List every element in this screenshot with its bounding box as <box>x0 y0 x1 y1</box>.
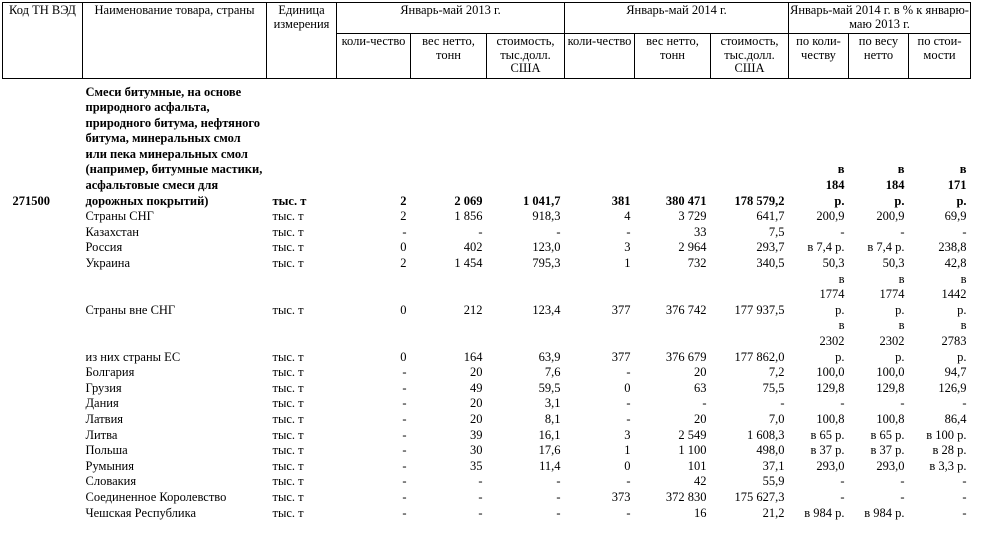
table-row <box>3 396 971 412</box>
row-unit: тыс. т <box>272 458 304 473</box>
ratio-qty: в 7,4 р. <box>807 240 845 255</box>
netto-2013: 2 069 <box>454 193 483 208</box>
table-row <box>3 85 971 210</box>
qty-2014: - <box>626 396 631 411</box>
value-2013: 3,1 <box>544 396 561 411</box>
trade-statistics-table <box>2 2 971 521</box>
ratio-value: 42,8 <box>944 256 967 271</box>
ratio-qty: в 984 р. <box>804 505 845 520</box>
row-code <box>3 396 83 412</box>
ratio-value <box>909 85 971 210</box>
ratio-value: в 100 р. <box>926 427 967 442</box>
ratio-qty: - <box>840 224 845 239</box>
qty-2013: - <box>402 458 407 473</box>
ratio-qty: - <box>840 396 845 411</box>
ratio-value: - <box>962 489 967 504</box>
row-unit: тыс. т <box>272 224 304 239</box>
netto-2014: 2 964 <box>678 240 707 255</box>
table-row <box>3 443 971 459</box>
ratio-qty: в 37 р. <box>810 443 845 458</box>
value-2014: 177 862,0 <box>734 349 785 364</box>
ratio-value: - <box>962 474 967 489</box>
ratio-qty-value: в 1774 р. <box>819 271 845 317</box>
netto-2014: 63 <box>694 380 707 395</box>
header-qty-2014: коли-чество <box>565 34 635 79</box>
row-code <box>3 272 83 319</box>
ratio-qty <box>789 318 849 365</box>
row-code <box>3 443 83 459</box>
value-2014: - <box>780 396 785 411</box>
row-unit: тыс. т <box>272 193 307 208</box>
netto-2014: 16 <box>694 505 707 520</box>
value-2014: 498,0 <box>756 443 785 458</box>
row-unit: тыс. т <box>272 396 304 411</box>
value-2013: 7,6 <box>544 365 561 380</box>
ratio-value: в 3,3 р. <box>929 458 967 473</box>
netto-2013: 35 <box>470 458 483 473</box>
ratio-weight <box>849 272 909 319</box>
row-unit: тыс. т <box>272 505 304 520</box>
netto-2013: 402 <box>463 240 483 255</box>
table-row <box>3 506 971 522</box>
table-row <box>3 412 971 428</box>
qty-2013: - <box>402 489 407 504</box>
ratio-weight <box>849 318 909 365</box>
netto-2013: - <box>478 505 483 520</box>
qty-2013: 0 <box>400 240 407 255</box>
row-code <box>3 256 83 272</box>
row-code <box>3 209 83 225</box>
ratio-value: 126,9 <box>938 380 967 395</box>
value-2013: 59,5 <box>538 380 561 395</box>
qty-2014: - <box>626 365 631 380</box>
header-qty-2013: коли-чество <box>337 34 411 79</box>
qty-2014: 373 <box>611 489 631 504</box>
value-2013: 8,1 <box>544 411 561 426</box>
qty-2014: - <box>626 411 631 426</box>
ratio-value: - <box>962 505 967 520</box>
row-unit: тыс. т <box>272 474 304 489</box>
netto-2013: - <box>478 474 483 489</box>
ratio-qty-value: в 184 р. <box>825 162 845 208</box>
qty-2013: - <box>402 474 407 489</box>
qty-2014: 1 <box>624 443 631 458</box>
value-2014: 37,1 <box>762 458 785 473</box>
row-code <box>3 318 83 365</box>
ratio-value: 94,7 <box>944 365 967 380</box>
netto-2014: 732 <box>687 256 707 271</box>
row-name: Россия <box>85 240 123 255</box>
netto-2014: 3 729 <box>678 209 707 224</box>
row-code <box>3 381 83 397</box>
row-unit: тыс. т <box>272 209 304 224</box>
ratio-weight: 100,0 <box>876 365 905 380</box>
qty-2014: - <box>626 474 631 489</box>
value-2013: 16,1 <box>538 427 561 442</box>
qty-2014: 1 <box>624 256 631 271</box>
header-code: Код ТН ВЭД <box>3 3 83 79</box>
qty-2013: - <box>402 411 407 426</box>
netto-2013: 212 <box>463 302 483 317</box>
qty-2014: - <box>626 505 631 520</box>
value-2014: 178 579,2 <box>734 193 785 208</box>
ratio-qty: 100,0 <box>816 365 845 380</box>
ratio-qty-value: в 2302 р. <box>819 318 845 364</box>
ratio-qty: - <box>840 489 845 504</box>
value-2013: - <box>556 474 561 489</box>
value-2013: 63,9 <box>538 349 561 364</box>
row-code <box>3 240 83 256</box>
table-row <box>3 474 971 490</box>
ratio-weight: - <box>900 489 905 504</box>
row-unit: тыс. т <box>272 365 304 380</box>
qty-2014: 381 <box>611 193 631 208</box>
row-code <box>3 506 83 522</box>
qty-2013: - <box>402 365 407 380</box>
row-unit: тыс. т <box>272 443 304 458</box>
qty-2013: 0 <box>400 349 407 364</box>
header-ratio-value: по стои-мости <box>909 34 971 79</box>
ratio-qty <box>789 85 849 210</box>
header-netto-2014: вес нетто, тонн <box>635 34 711 79</box>
qty-2013: 2 <box>400 209 407 224</box>
netto-2013: 30 <box>470 443 483 458</box>
value-2013: 11,4 <box>539 458 561 473</box>
row-name: Смеси битумные, на основе природного асфальта, природного битума, нефтяного битума, минеральных смол или пека минеральных смол (например, битумные мастики, асфальтовые смеси для дорожных покрытий) <box>85 84 263 208</box>
header-netto-2013: вес нетто, тонн <box>411 34 487 79</box>
header-value-2013: стоимость, тыс.долл. США <box>487 34 565 79</box>
value-2013: - <box>556 224 561 239</box>
header-unit: Единица измерения <box>267 3 337 79</box>
qty-2014: 4 <box>624 209 631 224</box>
netto-2013: 164 <box>463 349 483 364</box>
table-header <box>3 3 971 79</box>
netto-2014: - <box>702 396 707 411</box>
qty-2013: 0 <box>400 302 407 317</box>
ratio-value <box>909 272 971 319</box>
value-2013: - <box>556 505 561 520</box>
table-row <box>3 256 971 272</box>
value-2014: 21,2 <box>762 505 785 520</box>
header-ratio-weight: по весу нетто <box>849 34 909 79</box>
qty-2014: 3 <box>624 240 631 255</box>
ratio-weight: 200,9 <box>876 209 905 224</box>
ratio-qty: 100,8 <box>816 411 845 426</box>
value-2013: 795,3 <box>532 256 561 271</box>
qty-2013: - <box>402 427 407 442</box>
qty-2013: 2 <box>400 193 407 208</box>
table-row <box>3 318 971 365</box>
table-body <box>3 78 971 521</box>
row-name: Украина <box>85 256 131 271</box>
netto-2014: 20 <box>694 411 707 426</box>
netto-2013: 20 <box>470 396 483 411</box>
ratio-weight: - <box>900 396 905 411</box>
value-2013: 123,4 <box>532 302 561 317</box>
ratio-weight: 293,0 <box>876 458 905 473</box>
value-2014: 1 608,3 <box>747 427 785 442</box>
table-row <box>3 209 971 225</box>
netto-2014: 376 679 <box>665 349 707 364</box>
table-row <box>3 459 971 475</box>
netto-2014: 42 <box>694 474 707 489</box>
row-unit: тыс. т <box>272 302 304 317</box>
row-name: Латвия <box>85 411 124 426</box>
table-row <box>3 272 971 319</box>
qty-2014: 0 <box>624 380 631 395</box>
value-2014: 7,2 <box>768 365 785 380</box>
qty-2013: - <box>402 380 407 395</box>
value-2014: 177 937,5 <box>734 302 785 317</box>
value-2014: 175 627,3 <box>734 489 785 504</box>
ratio-qty: в 65 р. <box>810 427 845 442</box>
netto-2014: 20 <box>694 365 707 380</box>
row-name: Польша <box>85 443 128 458</box>
header-period-2014: Январь-май 2014 г. <box>565 3 789 34</box>
netto-2013: 20 <box>470 411 483 426</box>
ratio-qty: 50,3 <box>822 256 845 271</box>
ratio-weight: 100,8 <box>876 411 905 426</box>
value-2014: 293,7 <box>756 240 785 255</box>
row-name: Страны СНГ <box>85 209 154 224</box>
row-unit: тыс. т <box>272 411 304 426</box>
ratio-weight: в 65 р. <box>870 427 905 442</box>
ratio-qty: - <box>840 474 845 489</box>
value-2013: 1 041,7 <box>523 193 561 208</box>
netto-2014: 380 471 <box>665 193 707 208</box>
ratio-value-value: в 2783 р. <box>941 318 967 364</box>
value-2013: - <box>556 489 561 504</box>
table-row <box>3 225 971 241</box>
header-name: Наименование товара, страны <box>83 3 267 79</box>
netto-2014: 2 549 <box>678 427 707 442</box>
qty-2014: 3 <box>624 427 631 442</box>
ratio-weight: - <box>900 474 905 489</box>
ratio-weight: - <box>900 224 905 239</box>
ratio-value: 238,8 <box>938 240 967 255</box>
header-period-2013: Январь-май 2013 г. <box>337 3 565 34</box>
netto-2014: 33 <box>694 224 707 239</box>
ratio-value-value: в 171 р. <box>947 162 967 208</box>
ratio-value <box>909 318 971 365</box>
ratio-qty: 200,9 <box>816 209 845 224</box>
row-code <box>3 225 83 241</box>
row-name: Соединенное Королевство <box>85 489 227 504</box>
ratio-weight: 50,3 <box>882 256 905 271</box>
ratio-qty: 293,0 <box>816 458 845 473</box>
ratio-weight: 129,8 <box>876 380 905 395</box>
header-ratio: Январь-май 2014 г. в % к январю-маю 2013 г. <box>789 3 971 34</box>
header-value-2014: стоимость, тыс.долл. США <box>711 34 789 79</box>
ratio-weight: в 984 р. <box>864 505 905 520</box>
ratio-weight: в 7,4 р. <box>867 240 905 255</box>
row-unit: тыс. т <box>272 380 304 395</box>
row-name: Румыния <box>85 458 134 473</box>
row-code <box>3 365 83 381</box>
qty-2013: - <box>402 224 407 239</box>
row-name: Казахстан <box>85 224 139 239</box>
value-2014: 7,0 <box>768 411 785 426</box>
row-code <box>3 412 83 428</box>
row-name: Литва <box>85 427 118 442</box>
row-code <box>3 490 83 506</box>
qty-2013: - <box>402 443 407 458</box>
netto-2013: - <box>478 489 483 504</box>
ratio-weight <box>849 85 909 210</box>
netto-2013: - <box>478 224 483 239</box>
table-row <box>3 428 971 444</box>
table-row <box>3 365 971 381</box>
row-unit: тыс. т <box>272 427 304 442</box>
ratio-value: - <box>962 224 967 239</box>
row-name: Страны вне СНГ <box>85 302 176 317</box>
row-unit: тыс. т <box>272 240 304 255</box>
ratio-weight-value: в 1774 р. <box>879 271 905 317</box>
value-2014: 340,5 <box>756 256 785 271</box>
row-code <box>3 428 83 444</box>
netto-2013: 39 <box>470 427 483 442</box>
netto-2014: 372 830 <box>665 489 707 504</box>
ratio-value: 69,9 <box>944 209 967 224</box>
netto-2013: 1 856 <box>454 209 483 224</box>
row-code <box>3 459 83 475</box>
value-2014: 55,9 <box>762 474 785 489</box>
netto-2014: 376 742 <box>665 302 707 317</box>
ratio-weight-value: в 184 р. <box>885 162 905 208</box>
value-2013: 918,3 <box>532 209 561 224</box>
header-ratio-qty: по коли-честву <box>789 34 849 79</box>
row-unit: тыс. т <box>272 256 304 271</box>
ratio-qty <box>789 272 849 319</box>
qty-2013: 2 <box>400 256 407 271</box>
row-code <box>3 474 83 490</box>
ratio-qty: 129,8 <box>816 380 845 395</box>
qty-2014: 377 <box>611 349 631 364</box>
qty-2014: 377 <box>611 302 631 317</box>
ratio-value: - <box>962 396 967 411</box>
netto-2013: 20 <box>470 365 483 380</box>
netto-2014: 1 100 <box>678 443 707 458</box>
value-2014: 641,7 <box>756 209 785 224</box>
table-row <box>3 240 971 256</box>
value-2013: 123,0 <box>532 240 561 255</box>
ratio-weight: в 37 р. <box>870 443 905 458</box>
ratio-value-value: в 1442 р. <box>941 271 967 317</box>
row-name: Болгария <box>85 365 135 380</box>
qty-2013: - <box>402 396 407 411</box>
row-name: Грузия <box>85 380 122 395</box>
netto-2013: 49 <box>470 380 483 395</box>
value-2014: 75,5 <box>762 380 785 395</box>
ratio-weight-value: в 2302 р. <box>879 318 905 364</box>
ratio-value: 86,4 <box>944 411 967 426</box>
row-unit: тыс. т <box>272 489 304 504</box>
value-2013: 17,6 <box>538 443 561 458</box>
row-name: Дания <box>85 396 119 411</box>
row-unit: тыс. т <box>272 349 304 364</box>
table-row <box>3 490 971 506</box>
row-name: Словакия <box>85 474 137 489</box>
ratio-value: в 28 р. <box>932 443 967 458</box>
table-row <box>3 381 971 397</box>
row-name: Чешская Республика <box>85 505 197 520</box>
row-name: из них страны ЕС <box>85 349 181 364</box>
netto-2013: 1 454 <box>454 256 483 271</box>
row-code: 271500 <box>12 193 50 208</box>
qty-2013: - <box>402 505 407 520</box>
qty-2014: 0 <box>624 458 631 473</box>
qty-2014: - <box>626 224 631 239</box>
netto-2014: 101 <box>687 458 707 473</box>
value-2014: 7,5 <box>768 224 785 239</box>
